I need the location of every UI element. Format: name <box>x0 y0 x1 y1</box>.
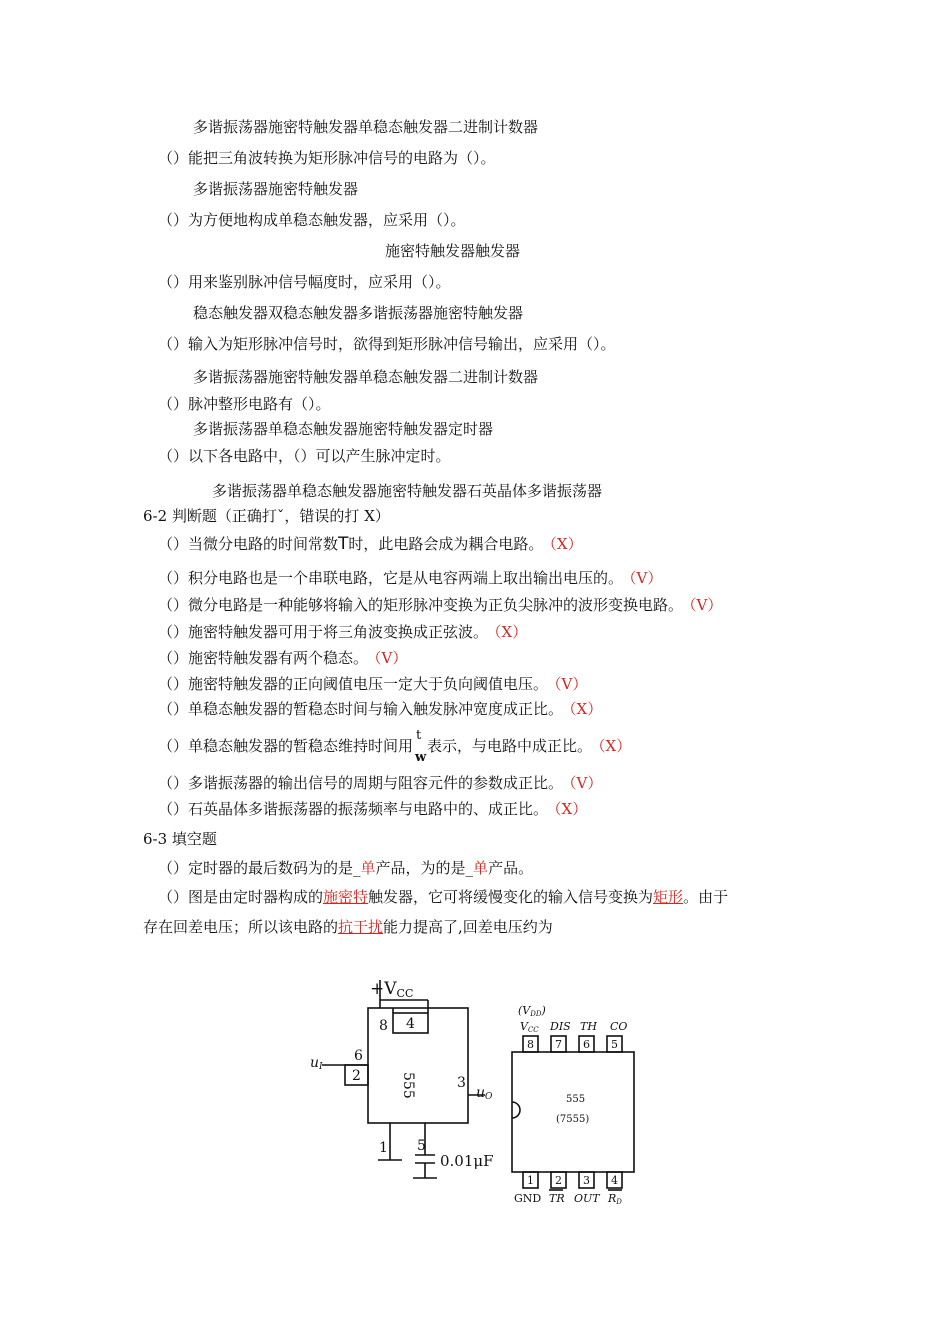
svg-text:DIS: DIS <box>550 1020 571 1033</box>
vcc-label: +VCC <box>370 979 414 1000</box>
tf-item: （）多谐振荡器的输出信号的周期与阻容元件的参数成正比。 （V） <box>158 774 603 792</box>
svg-text:(7555): (7555) <box>556 1114 590 1125</box>
svg-text:RD: RD <box>608 1192 622 1206</box>
u1-label: uI <box>310 1055 323 1072</box>
fill-answer: 抗干扰 <box>338 918 384 936</box>
circuit-555-figure <box>300 970 660 1210</box>
question-line: （）能把三角波转换为矩形脉冲信号的电路为（）。 <box>158 149 496 167</box>
fill-item: （）定时器的最后数码为的是_单产品，为的是_单产品。 <box>158 859 534 877</box>
uo-label: uO <box>476 1085 493 1102</box>
fill-answer: 单 <box>473 859 489 877</box>
answer-mark: （V） <box>554 675 588 693</box>
svg-text:GND: GND <box>514 1192 542 1205</box>
svg-text:6: 6 <box>354 1048 363 1064</box>
question-line: （）为方便地构成单稳态触发器，应采用（）。 <box>158 211 466 229</box>
answer-mark: （X） <box>598 737 632 755</box>
svg-text:2: 2 <box>555 1174 562 1187</box>
svg-text:2: 2 <box>352 1068 361 1084</box>
answer-mark: （X） <box>569 700 603 718</box>
svg-text:CO: CO <box>610 1020 628 1033</box>
options-line: 多谐振荡器施密特触发器单稳态触发器二进制计数器 <box>193 368 539 386</box>
svg-text:VCC: VCC <box>520 1020 539 1034</box>
options-line: 多谐振荡器单稳态触发器施密特触发器定时器 <box>193 420 494 438</box>
fill-item-continued: 存在回差电压；所以该电路的抗干扰能力提高了,回差电压约为 <box>143 918 553 936</box>
svg-text:8: 8 <box>527 1038 534 1051</box>
question-line: （）输入为矩形脉冲信号时，欲得到矩形脉冲信号输出，应采用（）。 <box>158 335 616 353</box>
svg-text:4: 4 <box>611 1174 618 1187</box>
section-heading: 6-2 判断题（正确打ˇ，错误的打 X） <box>143 507 390 525</box>
tf-item: （）单稳态触发器的暂稳态时间与输入触发脉冲宽度成正比。 （X） <box>158 700 603 718</box>
svg-text:8: 8 <box>379 1018 388 1034</box>
svg-text:5: 5 <box>611 1038 618 1051</box>
answer-mark: （V） <box>629 569 663 587</box>
svg-text:3: 3 <box>457 1075 466 1091</box>
tf-item: （）施密特触发器的正向阈值电压一定大于负向阈值电压。 （V） <box>158 675 588 693</box>
tf-item: （）施密特触发器可用于将三角波变换成正弦波。 （X） <box>158 623 528 641</box>
section-heading: 6-3 填空题 <box>143 830 217 848</box>
answer-mark: （V） <box>569 774 603 792</box>
options-line: 稳态触发器双稳态触发器多谐振荡器施密特触发器 <box>193 304 524 322</box>
svg-text:1: 1 <box>379 1140 388 1156</box>
answer-mark: （V） <box>689 596 723 614</box>
svg-text:7: 7 <box>555 1038 562 1051</box>
answer-mark: （V） <box>374 649 408 667</box>
answer-mark: （X） <box>494 623 528 641</box>
package-name: 555 <box>566 1094 586 1105</box>
question-line: （）用来鉴别脉冲信号幅度时，应采用（）。 <box>158 273 451 291</box>
svg-text:3: 3 <box>583 1174 590 1187</box>
fill-answer: 施密特 <box>323 888 369 906</box>
svg-text:TR: TR <box>549 1192 565 1205</box>
options-line: 多谐振荡器施密特触发器单稳态触发器二进制计数器 <box>193 118 539 136</box>
svg-text:1: 1 <box>527 1174 534 1187</box>
options-line: 多谐振荡器施密特触发器 <box>193 180 359 198</box>
tf-item: （）单稳态触发器的暂稳态维持时间用 t w 表示，与电路中成正比。 （X） <box>158 728 632 765</box>
tf-item: （）石英晶体多谐振荡器的振荡频率与电路中的、成正比。 （X） <box>158 800 588 818</box>
tf-item: （）微分电路是一种能够将输入的矩形脉冲变换为正负尖脉冲的波形变换电路。 （V） <box>158 596 723 614</box>
vdd-label: (VDD) <box>518 1004 546 1018</box>
answer-mark: （X） <box>549 535 583 553</box>
svg-text:6: 6 <box>583 1038 590 1051</box>
notch <box>512 1102 520 1118</box>
dip-package <box>512 1052 634 1172</box>
fill-answer: 矩形 <box>653 888 684 906</box>
tf-item: （）当微分电路的时间常数T时，此电路会成为耦合电路。 （X） <box>158 534 583 554</box>
tw-symbol: t w <box>415 728 427 765</box>
options-line: 施密特触发器触发器 <box>385 242 521 260</box>
answer-mark: （X） <box>554 800 588 818</box>
question-line: （）以下各电路中，（）可以产生脉冲定时。 <box>158 447 451 465</box>
cap-label: 0.01μF <box>440 1152 494 1170</box>
svg-text:TH: TH <box>580 1020 597 1033</box>
question-line: （）脉冲整形电路有（）。 <box>158 395 331 413</box>
fill-item: （）图是由定时器构成的施密特触发器，它可将缓慢变化的输入信号变换为矩形。由于 <box>158 888 729 906</box>
tf-item: （）积分电路也是一个串联电路，它是从电容两端上取出输出电压的。 （V） <box>158 569 663 587</box>
svg-text:5: 5 <box>417 1138 426 1154</box>
svg-text:4: 4 <box>406 1016 415 1032</box>
options-line: 多谐振荡器单稳态触发器施密特触发器石英晶体多谐振荡器 <box>212 482 603 500</box>
chip-label: 555 <box>400 1072 416 1099</box>
tf-item: （）施密特触发器有两个稳态。 （V） <box>158 649 408 667</box>
svg-text:OUT: OUT <box>574 1192 600 1205</box>
fill-answer: 单 <box>360 859 376 877</box>
